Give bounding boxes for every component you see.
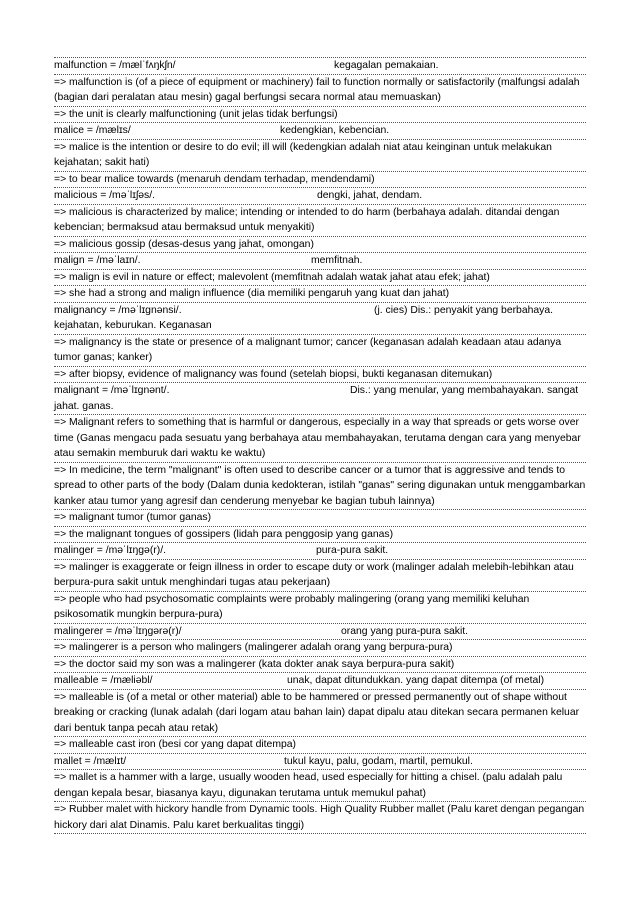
entry-head [54, 624, 586, 641]
entry-malleable [54, 673, 586, 754]
entry-line: => malleable is (of a metal or other material) able to be hammered or pressed permanently out of shape without breaking or cracking (lunak adalah (dari logam atau bahan lain) dapat dipalu atau ditekan secara permanen keluar dari bentuk tanpa pecah atau retak) [54, 690, 586, 738]
entry-malignant [54, 383, 586, 543]
entry-meaning: kegagalan pemakaian. [334, 60, 439, 71]
entry-term: malice = /mælɪs/ [54, 125, 131, 136]
entry-meaning: kedengkian, kebencian. [280, 125, 390, 136]
entry-meaning: Dis.: yang menular, yang membahayakan. sangat jahat. ganas. [54, 385, 579, 412]
entry-head [54, 673, 586, 690]
dictionary-page [54, 57, 586, 834]
entry-term: malingerer = /məˈlɪŋgərə(r)/ [54, 625, 182, 637]
entry-line: => malign is evil in nature or effect; malevolent (memfitnah adalah watak jahat atau efek; jahat) [54, 270, 586, 287]
entry-head [54, 253, 586, 270]
entry-term: malign = /məˈlaɪn/. [54, 255, 141, 266]
entry-head [54, 188, 586, 205]
entry-head [54, 754, 586, 771]
entry-line: => malicious is characterized by malice; intending or intended to do harm (berbahaya adalah. ditandai dengan kebencian; bermaksud atau bermaksud untuk menyakiti) [54, 205, 586, 237]
entry-head [54, 58, 586, 75]
entry-line: => malfunction is (of a piece of equipment or machinery) fail to function normally or satisfactorily (malfungsi adalah (bagian dari peralatan atau mesin) gagal berfungsi secara normal atau memuaskan) [54, 75, 586, 107]
entry-term: malignancy = /məˈlɪgnənsi/. [54, 304, 182, 316]
entry-meaning: unak, dapat ditundukkan. yang dapat ditempa (of metal) [287, 675, 545, 686]
entry-term: malignant = /məˈlɪgnənt/. [54, 385, 170, 396]
entry-line: => the doctor said my son was a malingerer (kata dokter anak saya berpura-pura sakit) [54, 658, 455, 670]
entry-mallet [54, 754, 586, 835]
entry-malignancy [54, 303, 586, 384]
entry-head [54, 303, 586, 335]
entry-malicious [54, 188, 586, 253]
entry-meaning: orang yang pura-pura sakit. [341, 625, 469, 637]
entry-line: => malicious gossip (desas-desus yang jahat, omongan) [54, 238, 314, 250]
entry-meaning: tukul kayu, palu, godam, martil, pemukul. [284, 755, 473, 767]
entry-term: malinger = /məˈlɪŋgə(r)/. [54, 545, 166, 556]
entry-line: => malinger is exaggerate or feign illness in order to escape duty or work (malinger adalah melebih-lebihkan atau berpura-pura sakit untuk menghindari tugas atau pekerjaan) [54, 560, 586, 592]
entry-line: => the unit is clearly malfunctioning (unit jelas tidak berfungsi) [54, 108, 338, 120]
entry-line: => malignancy is the state or presence of a malignant tumor; cancer (keganasan adalah keadaan atau adanya tumor ganas; kanker) [54, 335, 586, 367]
entry-term: malfunction = /mælˈfʌŋkʃn/ [54, 60, 176, 71]
entry-malign [54, 253, 586, 303]
entry-meaning: dengki, jahat, dendam. [317, 190, 423, 201]
entry-line: => she had a strong and malign influence (dia memiliki pengaruh yang kuat dan jahat) [54, 288, 450, 299]
entry-malinger [54, 543, 586, 624]
entry-line: => malleable cast iron (besi cor yang dapat ditempa) [54, 739, 297, 750]
entry-head [54, 383, 586, 415]
entry-line: => after biopsy, evidence of malignancy was found (setelah biopsi, bukti keganasan ditemukan) [54, 368, 493, 380]
entry-line: => mallet is a hammer with a large, usually wooden head, used especially for hitting a chisel. (palu adalah palu dengan kepala besar, biasanya kayu, digunakan terutama untuk memukul pahat) [54, 770, 586, 802]
entry-term: mallet = /mælɪt/ [54, 755, 127, 767]
entry-line: => Rubber malet with hickory handle from Dynamic tools. High Quality Rubber mallet (Palu karet dengan pegangan hickory dari alat Dinamis. Palu karet berkualitas tinggi) [54, 804, 585, 831]
entry-term: malicious = /məˈlɪʃəs/. [54, 190, 155, 201]
entry-malingerer [54, 624, 586, 674]
entry-line: => Malignant refers to something that is harmful or dangerous, especially in a way that spreads or gets worse over time (Ganas mengacu pada sesuatu yang berbahaya atau membahayakan, terutama dengan cara yang menyebar atau semakin memburuk dari waktu ke waktu) [54, 415, 586, 463]
entry-line: => In medicine, the term "malignant" is often used to describe cancer or a tumor that is aggressive and tends to spread to other parts of the body (Dalam dunia kedokteran, istilah "ganas" sering digunakan untuk menggambarkan kanker atau tumor yang agresif dan cenderung menyebar ke bagian tubuh lainnya) [54, 463, 586, 511]
entry-malice [54, 123, 586, 188]
entry-term: malleable = /mæliəbl/ [54, 675, 153, 686]
entry-malfunction [54, 57, 586, 123]
entry-line: => the malignant tongues of gossipers (lidah para penggosip yang ganas) [54, 528, 394, 540]
entry-line: => to bear malice towards (menaruh dendam terhadap, mendendami) [54, 173, 375, 185]
entry-head [54, 123, 586, 140]
entry-meaning: pura-pura sakit. [316, 545, 389, 556]
entry-line: => malice is the intention or desire to do evil; ill will (kedengkian adalah niat atau keinginan untuk melakukan kejahatan; sakit hati) [54, 140, 586, 172]
entry-head [54, 543, 586, 560]
entry-line: => people who had psychosomatic complaints were probably malingering (orang yang memiliki keluhan psikosomatik mungkin berpura-pura) [54, 593, 530, 620]
entry-line: => malingerer is a person who malingers (malingerer adalah orang yang berpura-pura) [54, 640, 586, 657]
entry-meaning: (j. cies) Dis.: penyakit yang berbahaya. kejahatan, keburukan. Keganasan [54, 304, 554, 331]
entry-meaning: memfitnah. [311, 255, 363, 266]
entry-line: => malignant tumor (tumor ganas) [54, 510, 586, 527]
